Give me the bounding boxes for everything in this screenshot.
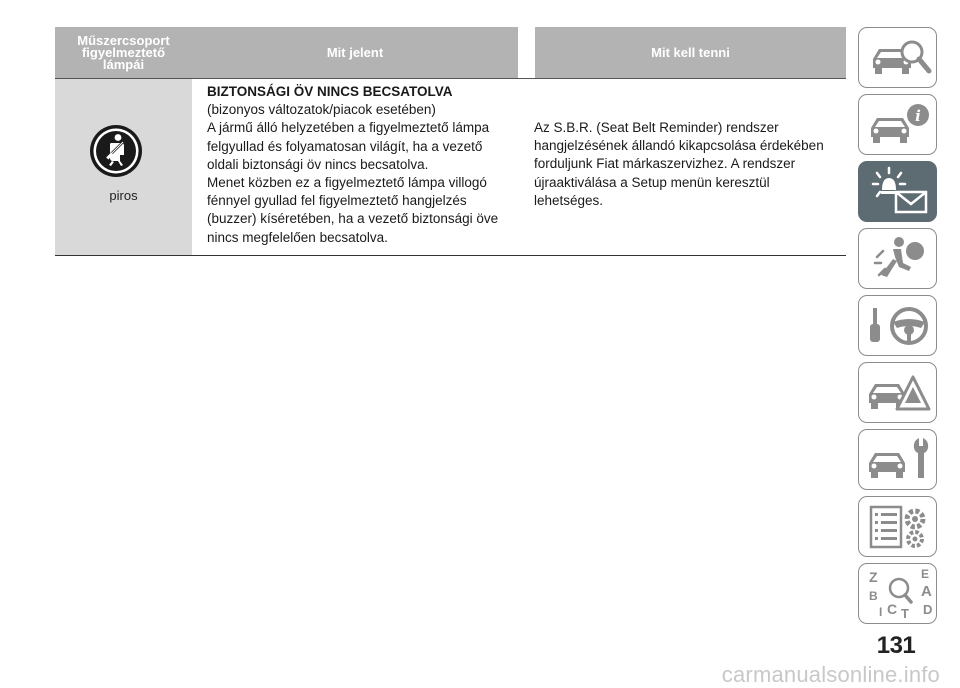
index-letter: E [921,567,930,581]
meaning-line: oldali biztonsági öv nincs becsatolva. [207,156,429,172]
car-search-icon [859,28,936,87]
tab-warning-lights[interactable] [858,161,937,222]
lamp-color-label: piros [109,188,138,203]
seat-belt-warning-icon [89,124,143,178]
header-lamps-line1: Műszercsoport [77,32,170,48]
header-action: Mit kell tenni [535,27,846,78]
action-cell [534,119,846,210]
tab-car-info[interactable] [858,94,937,155]
index-letter: B [869,589,878,603]
action-line: hangjelzésének állandó kikapcsolása érdekében [534,138,824,154]
row-rule [55,255,846,256]
tab-technical-data[interactable] [858,496,937,557]
watermark: carmanualsonline.info [721,662,940,687]
tab-car-search[interactable] [858,27,937,88]
key-steering-wheel-icon [859,296,936,355]
index-letter: T [901,606,909,621]
svg-text:i: i [915,107,921,125]
header-meaning: Mit jelent [192,27,518,78]
airbag-passenger-icon [859,229,936,288]
car-info-icon [859,95,936,154]
header-lamps-line3: lámpái [102,56,145,72]
header-gap [518,27,535,78]
index-letter: A [921,583,932,600]
warning-light-message-icon [859,162,936,221]
action-line: újraaktiválása a Setup menün keresztül [534,174,770,190]
meaning-line: nincs megfelelően becsatolva. [207,229,388,245]
action-line: forduljunk Fiat márkaszervizhez. A rendszer [534,156,796,172]
index-letter: I [879,605,883,619]
alphabetical-index-icon [859,564,936,623]
page-number: 131 [876,632,916,659]
meaning-line: felgyullad és folyamatosan világít, ha a vezető [207,138,483,154]
car-wrench-icon [859,430,936,489]
tab-maintenance[interactable] [858,429,937,490]
action-line: Az S.B.R. (Seat Belt Reminder) rendszer [534,120,779,135]
tab-safety[interactable] [858,228,937,289]
meaning-line: A jármű álló helyzetében a figyelmeztető lámpa [207,120,490,136]
car-warning-triangle-icon [859,363,936,422]
index-letter: D [923,602,933,617]
action-line: lehetséges. [534,192,604,208]
meaning-line: fénnyel gyullad fel figyelmeztető hangjelzés [207,193,467,209]
meaning-cell [207,83,527,247]
index-letter: C [887,601,898,617]
meaning-line: Menet közben ez a figyelmeztető lámpa villogó [207,175,487,191]
meaning-line: (buzzer) kíséretében, ha a vezető biztonsági öve [207,211,499,227]
header-lamps-line2: figyelmeztető [81,44,166,60]
table-header [55,27,846,78]
tab-emergency[interactable] [858,362,937,423]
warning-title: BIZTONSÁGI ÖV NINCS BECSATOLVA [207,84,453,99]
specs-gear-icon [859,497,936,556]
lamp-cell [55,79,192,255]
tab-index[interactable] [858,563,937,624]
header-lamps [55,27,192,78]
index-letter: Z [869,569,878,585]
table-row [55,79,846,255]
tab-starting-driving[interactable] [858,295,937,356]
meaning-line: (bizonyos változatok/piacok esetében) [207,102,436,118]
